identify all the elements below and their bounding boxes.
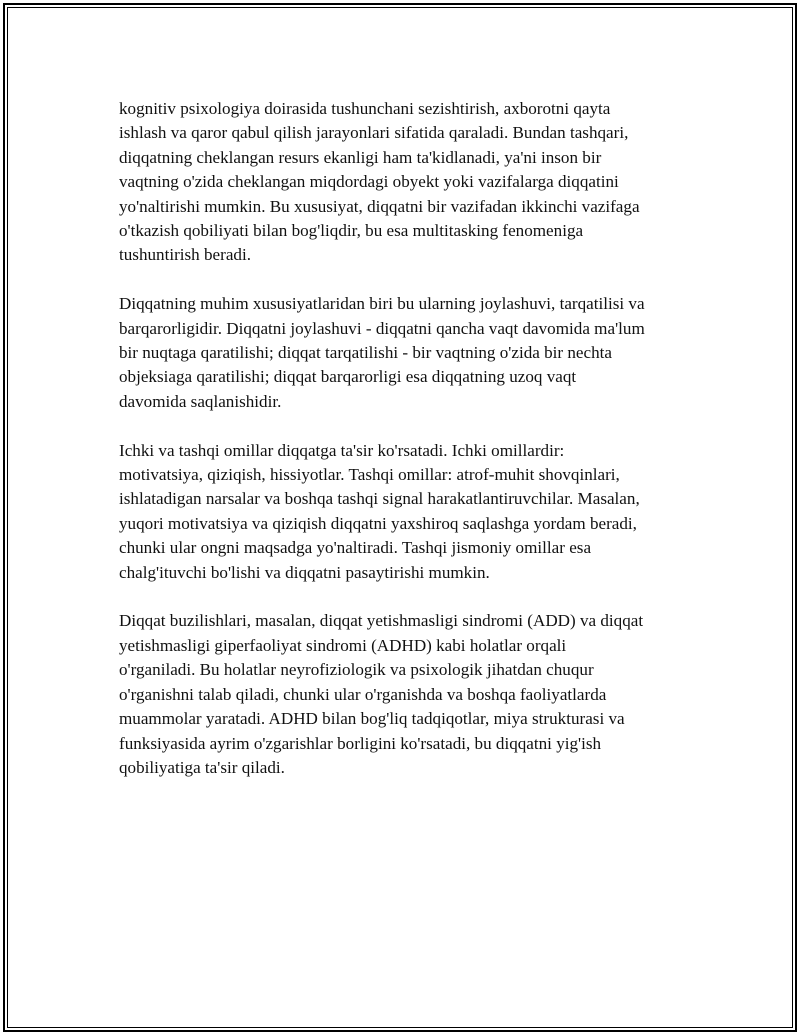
paragraph-3: Ichki va tashqi omillar diqqatga ta'sir ko'rsatadi. Ichki omillardir: motivatsiya, qiziqish, hissiyotlar. Tashqi omillar: atrof-muhit shovqinlari, ishlatadigan narsalar va boshqa tashqi signal harakatlantiruvchilar. Masalan, yuqori motivatsiya va qiziqish diqqatni yaxshiroq saqlashga yordam beradi, chunki ular ongni maqsadga yo'naltiradi. Tashqi jismoniy omillar esa chalg'ituvchi bo'lishi va diqqatni pasaytirishi mumkin.: [119, 440, 640, 582]
document-body: [119, 97, 699, 805]
paragraph-4: Diqqat buzilishlari, masalan, diqqat yetishmasligi sindromi (ADD) va diqqat yetishmasligi giperfaoliyat sindromi (ADHD) kabi holatlar orqali o'rganiladi. Bu holatlar neyrofiziologik va psixologik jihatdan chuqur o'rganishni talab qiladi, chunki ular o'rganishda va boshqa faoliyatlarda muammolar yaratadi. ADHD bilan bog'liq tadqiqotlar, miya strukturasi va funksiyasida ayrim o'zgarishlar borligini ko'rsatadi, bu diqqatni yig'ish qobiliyatiga ta'sir qiladi.: [119, 611, 644, 777]
page-frame: [3, 3, 797, 1032]
paragraph-1: kognitiv psixologiya doirasida tushunchani sezishtirish, axborotni qayta ishlash va qaror qabul qilish jarayonlari sifatida qaraladi. Bundan tashqari, diqqatning cheklangan resurs ekanligi ham ta'kidlanadi, ya'ni inson bir vaqtning o'zida cheklangan miqdordagi obyekt yoki vazifalarga diqqatini yo'naltirishi mumkin. Bu xususiyat, diqqatni bir vazifadan ikkinchi vazifaga o'tkazish qobiliyati bilan bog'liqdir, bu esa multitasking fenomeniga tushuntirish beradi.: [119, 99, 640, 265]
paragraph-2: Diqqatning muhim xususiyatlaridan biri bu ularning joylashuvi, tarqatilisi va barqarorligidir. Diqqatni joylashuvi - diqqatni qancha vaqt davomida ma'lum bir nuqtaga qaratilishi; diqqat tarqatilishi - bir vaqtning o'zida bir nechta objeksiaga qaratilishi; diqqat barqarorligi esa diqqatning uzoq vaqt davomida saqlanishidir.: [119, 294, 645, 411]
